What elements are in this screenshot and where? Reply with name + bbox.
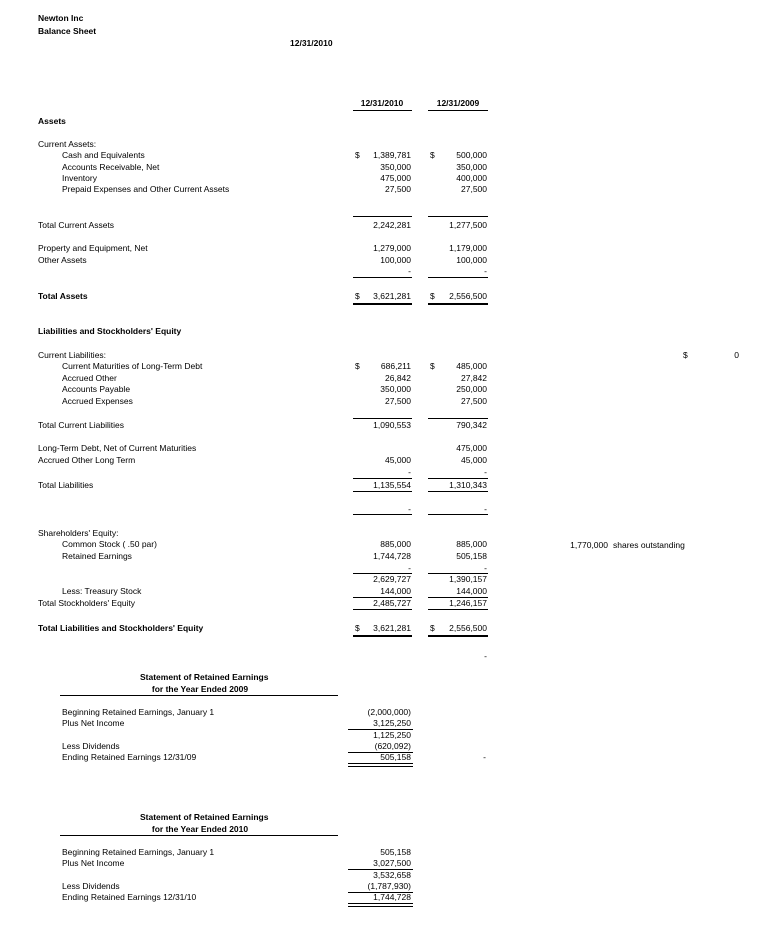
row-label: Plus Net Income <box>62 858 125 868</box>
statement-subtitle: for the Year Ended 2010 <box>151 824 249 834</box>
value-2009: 485,000 <box>456 361 487 371</box>
dash-2010: - <box>408 563 411 573</box>
value: 1,744,728 <box>373 892 411 902</box>
row-label: Property and Equipment, Net <box>38 243 148 253</box>
value-2010: 27,500 <box>385 184 411 194</box>
dash: - <box>484 651 487 661</box>
row-label: Other Assets <box>38 255 87 265</box>
rule-line <box>428 491 488 492</box>
value: (1,787,930) <box>367 881 411 891</box>
rule-line <box>428 609 488 610</box>
value-2010: 3,621,281 <box>373 623 411 633</box>
rule-line <box>353 478 412 479</box>
row-label: Ending Retained Earnings 12/31/09 <box>62 752 197 762</box>
value-2010: 144,000 <box>380 586 411 596</box>
row-label: Total Assets <box>38 291 88 301</box>
rule-line <box>428 418 488 419</box>
section-heading: Liabilities and Stockholders' Equity <box>38 326 182 336</box>
value: 3,532,658 <box>373 870 411 880</box>
value-2010: 1,389,781 <box>373 150 411 160</box>
row-label: Plus Net Income <box>62 718 125 728</box>
rule-line <box>428 635 488 637</box>
row-label: Current Maturities of Long-Term Debt <box>62 361 203 371</box>
value-2009: 790,342 <box>456 420 487 430</box>
statement-title: Statement of Retained Earnings <box>140 812 269 822</box>
value-2010: 1,744,728 <box>373 551 411 561</box>
row-label: Total Liabilities <box>38 480 94 490</box>
currency-symbol: $ <box>430 623 435 633</box>
row-label: Accrued Expenses <box>62 396 133 406</box>
report-date: 12/31/2010 <box>290 38 333 48</box>
value: (2,000,000) <box>367 707 411 717</box>
section-heading: Assets <box>38 116 66 126</box>
rule-line <box>428 110 488 111</box>
value: 3,027,500 <box>373 858 411 868</box>
rule-line <box>353 277 412 278</box>
currency-symbol: $ <box>430 291 435 301</box>
dash-2009: - <box>484 266 487 276</box>
value-2009: 250,000 <box>456 384 487 394</box>
value-2009: 2,556,500 <box>449 291 487 301</box>
value-2009: 1,390,157 <box>449 574 487 584</box>
row-label: Accrued Other <box>62 373 117 383</box>
rule-line <box>353 514 412 515</box>
row-label: Total Current Liabilities <box>38 420 124 430</box>
dash-2010: - <box>408 504 411 514</box>
shares-outstanding-value: 1,770,000 <box>570 540 608 550</box>
report-title: Balance Sheet <box>38 26 97 36</box>
rule-line <box>353 635 412 637</box>
currency-symbol: $ <box>430 150 435 160</box>
value-2010: 475,000 <box>380 173 411 183</box>
row-label: Less Dividends <box>62 881 120 891</box>
rule-line <box>428 277 488 278</box>
row-label: Accrued Other Long Term <box>38 455 136 465</box>
rule-line <box>428 478 488 479</box>
value: 3,125,250 <box>373 718 411 728</box>
dash-2010: - <box>408 467 411 477</box>
value-2010: 100,000 <box>380 255 411 265</box>
shares-outstanding-label: shares outstanding <box>613 540 685 550</box>
value: 505,158 <box>380 847 411 857</box>
value-2009: 1,277,500 <box>449 220 487 230</box>
statement-title: Statement of Retained Earnings <box>140 672 269 682</box>
value-2010: 1,090,553 <box>373 420 411 430</box>
value-2010: 350,000 <box>380 384 411 394</box>
rule-line <box>348 903 413 907</box>
value-2010: 350,000 <box>380 162 411 172</box>
check-value: 0 <box>734 350 739 360</box>
subsection-heading: Current Assets: <box>38 139 97 149</box>
value-2009: 500,000 <box>456 150 487 160</box>
column-header-2010: 12/31/2010 <box>360 98 404 108</box>
value-2009: 2,556,500 <box>449 623 487 633</box>
rule-line <box>353 303 412 305</box>
dash-2009: - <box>484 504 487 514</box>
rule-line <box>353 609 412 610</box>
rule-line <box>353 491 412 492</box>
company-name: Newton Inc <box>38 13 84 23</box>
rule-line <box>60 695 338 696</box>
value-2009: 27,500 <box>461 184 487 194</box>
row-label: Total Current Assets <box>38 220 115 230</box>
dash-2010: - <box>408 266 411 276</box>
row-label: Less: Treasury Stock <box>62 586 142 596</box>
rule-line <box>60 835 338 836</box>
value-2009: 1,310,343 <box>449 480 487 490</box>
statement-subtitle: for the Year Ended 2009 <box>151 684 249 694</box>
rule-line <box>353 418 412 419</box>
row-label: Accounts Receivable, Net <box>62 162 160 172</box>
dash: - <box>483 752 486 762</box>
rule-line <box>428 216 488 217</box>
rule-line <box>428 303 488 305</box>
value-2010: 2,485,727 <box>373 598 411 608</box>
row-label: Less Dividends <box>62 741 120 751</box>
value-2010: 1,279,000 <box>373 243 411 253</box>
row-label: Beginning Retained Earnings, January 1 <box>62 847 215 857</box>
value: 1,125,250 <box>373 730 411 740</box>
subsection-heading: Current Liabilities: <box>38 350 107 360</box>
value-2009: 1,179,000 <box>449 243 487 253</box>
row-label: Cash and Equivalents <box>62 150 145 160</box>
value-2009: 100,000 <box>456 255 487 265</box>
value-2009: 27,500 <box>461 396 487 406</box>
value-2010: 26,842 <box>385 373 411 383</box>
value-2010: 3,621,281 <box>373 291 411 301</box>
subsection-heading: Shareholders' Equity: <box>38 528 119 538</box>
rule-line <box>353 110 412 111</box>
value-2009: 45,000 <box>461 455 487 465</box>
row-label: Long-Term Debt, Net of Current Maturities <box>38 443 197 453</box>
check-currency: $ <box>683 350 688 360</box>
value-2009: 885,000 <box>456 539 487 549</box>
currency-symbol: $ <box>430 361 435 371</box>
value-2009: 27,842 <box>461 373 487 383</box>
rule-line <box>428 514 488 515</box>
value-2009: 350,000 <box>456 162 487 172</box>
currency-symbol: $ <box>355 361 360 371</box>
value-2010: 1,135,554 <box>373 480 411 490</box>
rule-line <box>353 216 412 217</box>
rule-line <box>348 763 413 767</box>
dash-2009: - <box>484 563 487 573</box>
value-2009: 144,000 <box>456 586 487 596</box>
row-label: Prepaid Expenses and Other Current Assets <box>62 184 230 194</box>
value-2009: 400,000 <box>456 173 487 183</box>
value-2010: 2,242,281 <box>373 220 411 230</box>
value-2009: 475,000 <box>456 443 487 453</box>
column-header-2009: 12/31/2009 <box>436 98 480 108</box>
row-label: Total Stockholders' Equity <box>38 598 136 608</box>
row-label: Accounts Payable <box>62 384 131 394</box>
value-2010: 885,000 <box>380 539 411 549</box>
value-2009: 505,158 <box>456 551 487 561</box>
currency-symbol: $ <box>355 291 360 301</box>
row-label: Common Stock ( .50 par) <box>62 539 157 549</box>
currency-symbol: $ <box>355 150 360 160</box>
value-2010: 2,629,727 <box>373 574 411 584</box>
row-label: Ending Retained Earnings 12/31/10 <box>62 892 197 902</box>
value-2010: 686,211 <box>380 361 411 371</box>
currency-symbol: $ <box>355 623 360 633</box>
row-label: Inventory <box>62 173 97 183</box>
value: 505,158 <box>380 752 411 762</box>
value: (620,092) <box>374 741 411 751</box>
row-label: Beginning Retained Earnings, January 1 <box>62 707 215 717</box>
row-label: Total Liabilities and Stockholders' Equity <box>38 623 204 633</box>
row-label: Retained Earnings <box>62 551 132 561</box>
dash-2009: - <box>484 467 487 477</box>
value-2010: 27,500 <box>385 396 411 406</box>
value-2009: 1,246,157 <box>449 598 487 608</box>
value-2010: 45,000 <box>385 455 411 465</box>
